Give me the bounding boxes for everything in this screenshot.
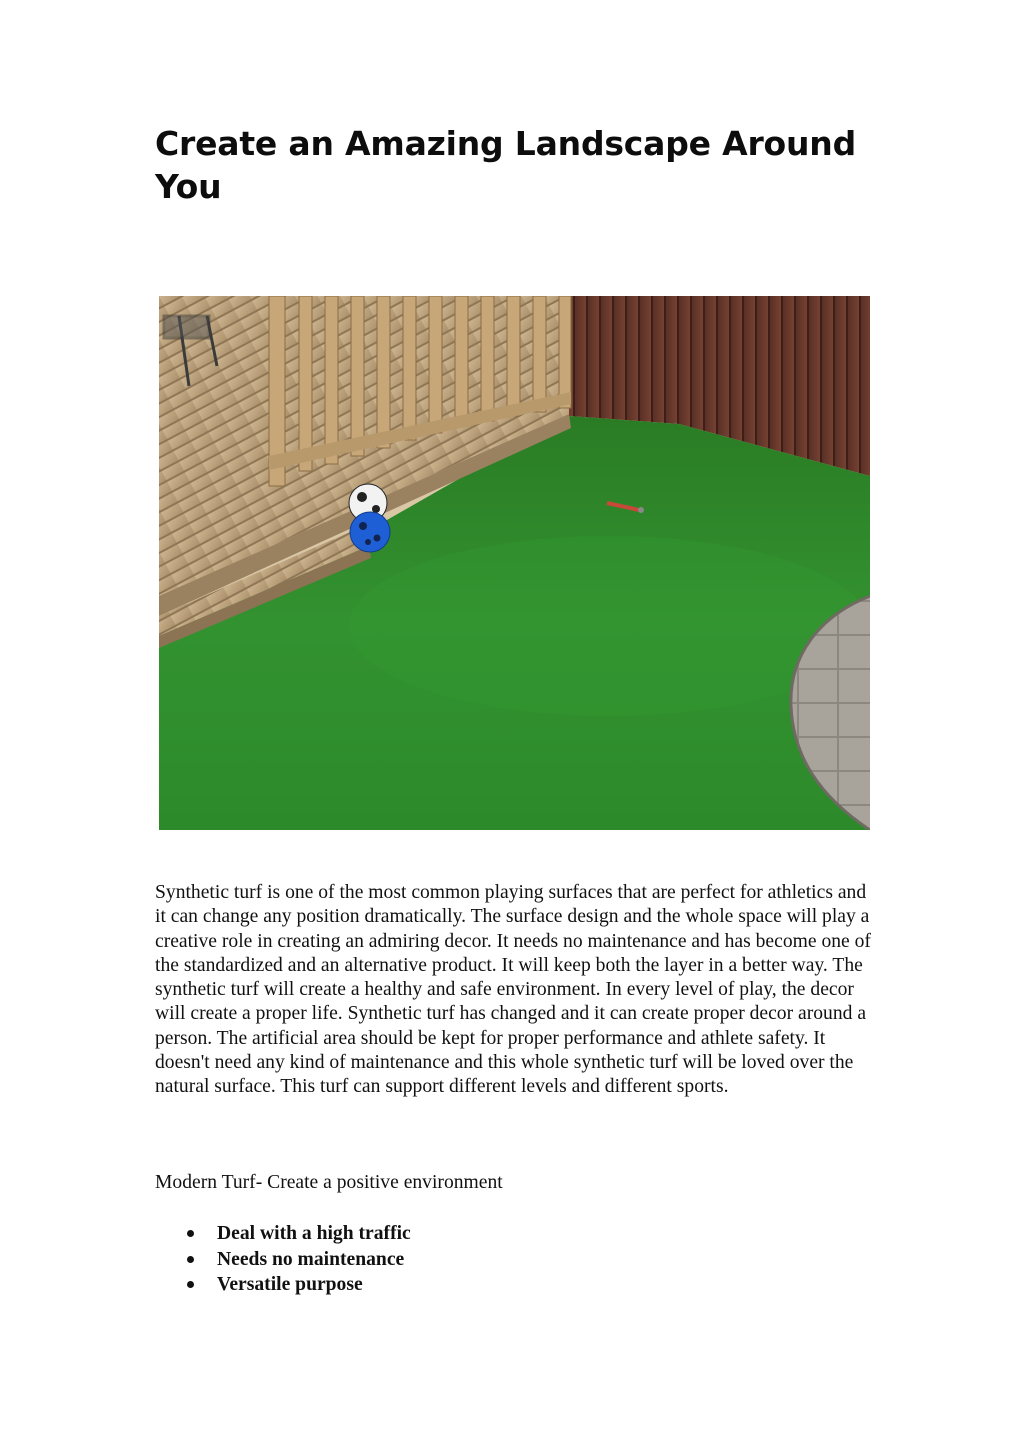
list-item-label: Deal with a high traffic <box>217 1223 411 1244</box>
garden-photo-illustration <box>159 296 870 830</box>
bullet-icon <box>187 1230 194 1237</box>
intro-paragraph: Synthetic turf is one of the most common playing surfaces that are perfect for athletics and it can change any position dramatically. The surface design and the whole space will play a creative role in creating an admiring decor. It needs no maintenance and has become one of the standardized and an alternative product. It will keep both the layer in a better way. The synthetic turf will create a healthy and safe environment. In every level of play, the decor will create a proper life. Synthetic turf has changed and it can create proper decor around a person. The artificial area should be kept for proper performance and athlete safety. It doesn't need any kind of maintenance and this whole synthetic turf will be loved over the natural surface. This turf can support different levels and different sports. <box>155 882 871 1098</box>
section-subheading: Modern Turf- Create a positive environment <box>155 1172 503 1193</box>
list-item <box>155 1221 411 1247</box>
list-item-label: Versatile purpose <box>217 1274 363 1295</box>
bullet-icon <box>187 1281 194 1288</box>
list-item-label: Needs no maintenance <box>217 1248 405 1270</box>
list-item <box>155 1272 411 1298</box>
bullet-icon <box>187 1256 194 1263</box>
list-item <box>155 1247 411 1273</box>
page-title: Create an Amazing Landscape Around You <box>155 124 857 206</box>
garden-photo <box>159 296 870 830</box>
feature-list <box>155 1221 411 1298</box>
